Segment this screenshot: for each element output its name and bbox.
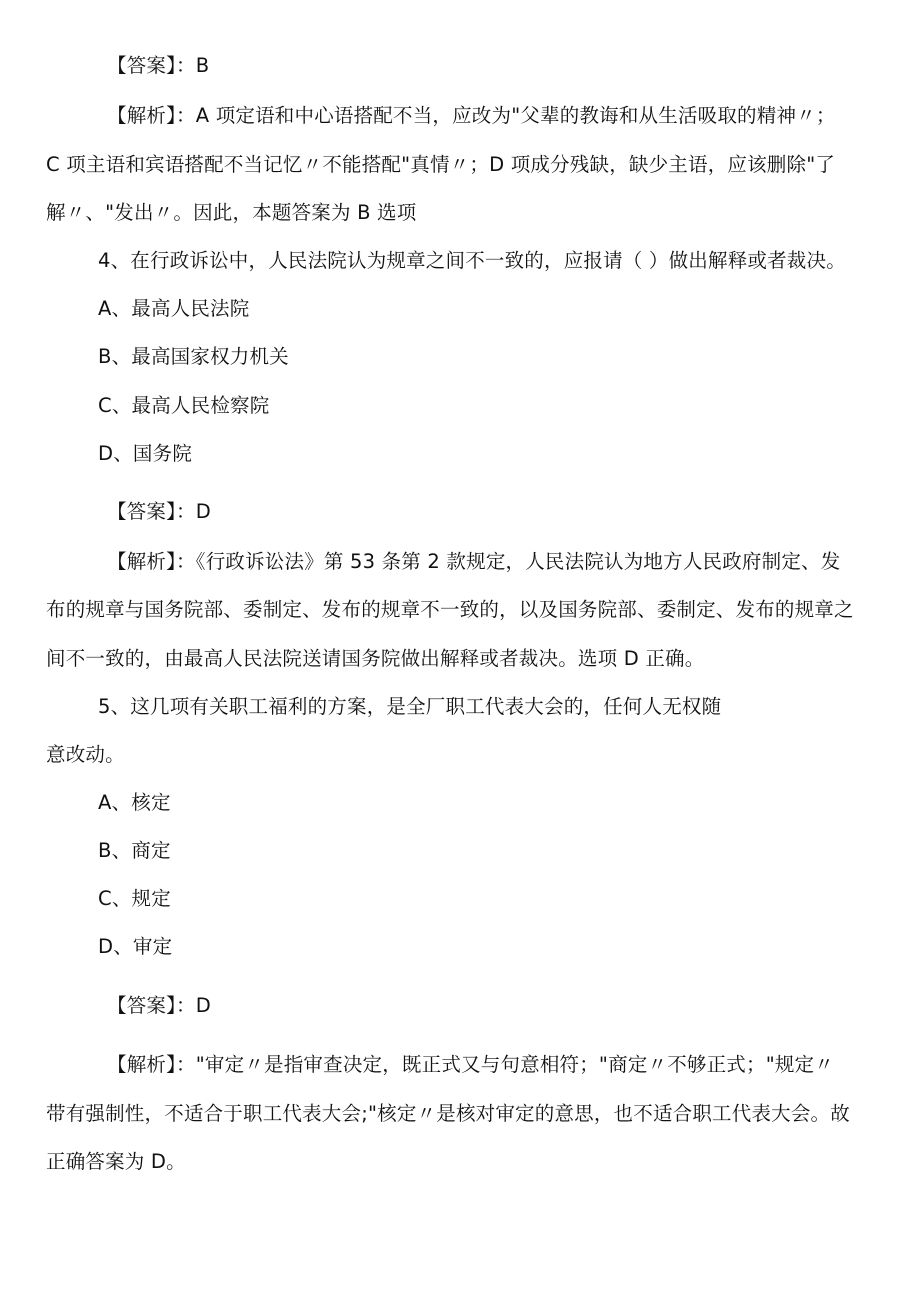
explanation-q4-line2: 布的规章与国务院部、委制定、发布的规章不一致的，以及国务院部、委制定、发布的规章之 — [46, 598, 854, 621]
explanation-q3-line3: 解〃、"发出〃。因此，本题答案为 B 选项 — [46, 201, 417, 224]
answer-q4: 【答案】：D — [107, 500, 211, 523]
question-5-line1: 5、这几项有关职工福利的方案，是全厂职工代表大会的，任何人无权随 — [98, 695, 722, 718]
question-5-option-b: B、商定 — [98, 839, 171, 862]
explanation-q3-line2: C 项主语和宾语搭配不当记忆〃不能搭配"真情〃；D 项成分残缺，缺少主语，应该删除"了 — [46, 153, 836, 176]
question-4-option-d: D、国务院 — [98, 442, 193, 465]
explanation-q3-line1: 【解析】：A 项定语和中心语搭配不当，应改为"父辈的教诲和从生活吸取的精神〃； — [107, 104, 836, 127]
explanation-q5-line2: 带有强制性，不适合于职工代表大会;"核定〃是核对审定的意思，也不适合职工代表大会。故 — [46, 1102, 850, 1125]
explanation-q5-line3: 正确答案为 D。 — [46, 1150, 186, 1173]
question-5-option-d: D、审定 — [98, 935, 173, 958]
question-5-line2: 意改动。 — [46, 743, 125, 766]
question-4-option-a: A、最高人民法院 — [98, 297, 250, 320]
question-5-option-a: A、核定 — [98, 791, 171, 814]
question-4-option-c: C、最高人民检察院 — [98, 394, 270, 417]
answer-q3: 【答案】：B — [107, 54, 210, 77]
question-4: 4、在行政诉讼中，人民法院认为规章之间不一致的，应报请（ ）做出解释或者裁决。 — [98, 249, 846, 272]
explanation-q5-line1: 【解析】："审定〃是指审查决定，既正式又与句意相符；"商定〃不够正式；"规定〃 — [107, 1053, 834, 1076]
explanation-q4-line3: 间不一致的，由最高人民法院送请国务院做出解释或者裁决。选项 D 正确。 — [46, 647, 705, 670]
question-5-option-c: C、规定 — [98, 887, 171, 910]
explanation-q4-line1: 【解析】：《行政诉讼法》第 53 条第 2 款规定，人民法院认为地方人民政府制定、发 — [107, 550, 841, 573]
answer-q5: 【答案】：D — [107, 994, 211, 1017]
question-4-option-b: B、最高国家权力机关 — [98, 345, 289, 368]
